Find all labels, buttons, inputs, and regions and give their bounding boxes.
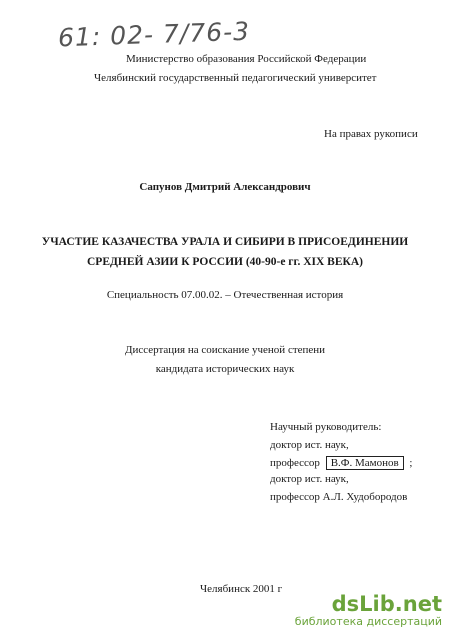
degree-line-1: Диссертация на соискание ученой степени bbox=[124, 344, 326, 356]
dissertation-title-line-2: СРЕДНЕЙ АЗИИ К РОССИИ (40-90-е гг. XIX ВЕКА) bbox=[87, 256, 363, 268]
supervisor-2-degree: доктор ист. наук, bbox=[270, 473, 349, 485]
city-year: Челябинск 2001 г bbox=[200, 583, 283, 595]
ministry-name: Министерство образования Российской Федерации bbox=[126, 53, 367, 65]
supervisor-1-title: профессор bbox=[270, 457, 320, 469]
university-name: Челябинский государственный педагогический университет bbox=[94, 72, 377, 84]
handwritten-catalog-code: 61: 02- 7/76-3 bbox=[57, 16, 251, 53]
supervisor-1-separator: ; bbox=[409, 457, 413, 469]
supervisor-2-line: профессор А.Л. Худобородов bbox=[270, 491, 408, 503]
watermark-subtitle: библиотека диссертаций bbox=[294, 615, 442, 628]
supervisor-1-name-box: В.Ф. Мамонов bbox=[326, 456, 404, 470]
supervisor-1-degree: доктор ист. наук, bbox=[270, 439, 349, 451]
watermark-logo: dsLib.net bbox=[331, 592, 442, 616]
supervisor-heading: Научный руководитель: bbox=[270, 421, 382, 433]
dslib-watermark bbox=[295, 593, 442, 628]
specialty: Специальность 07.00.02. – Отечественная история bbox=[106, 289, 344, 301]
dissertation-title-line-1: УЧАСТИЕ КАЗАЧЕСТВА УРАЛА И СИБИРИ В ПРИСОЕДИНЕНИИ bbox=[41, 236, 409, 248]
rights-note: На правах рукописи bbox=[324, 128, 418, 140]
supervisor-1-line bbox=[270, 456, 412, 470]
degree-line-2: кандидата исторических наук bbox=[155, 363, 295, 375]
author-name: Сапунов Дмитрий Александрович bbox=[139, 181, 311, 193]
